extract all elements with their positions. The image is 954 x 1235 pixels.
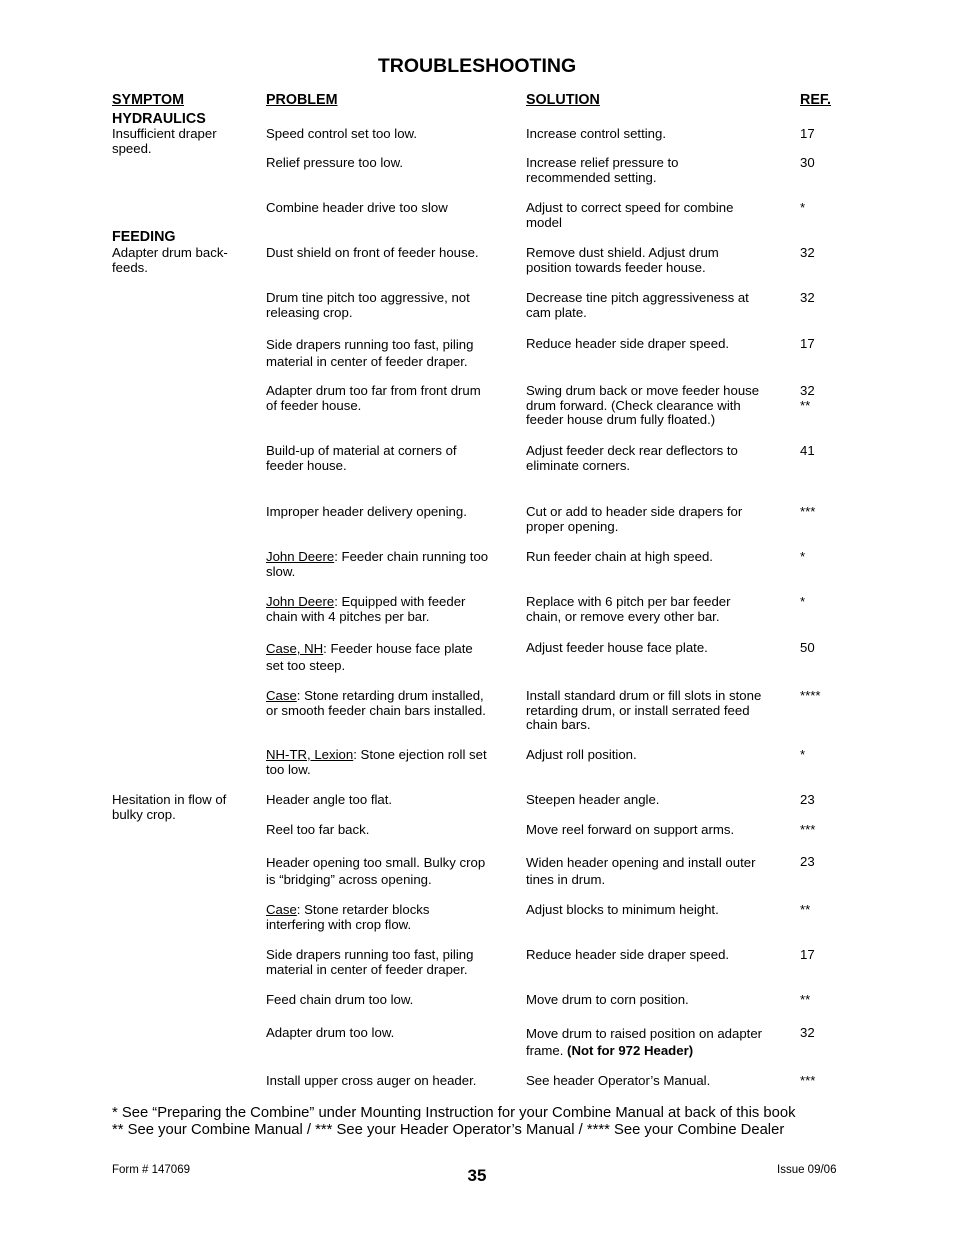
ref-cell: 23 [800, 792, 815, 807]
problem-text: Adapter drum too far from front drum of feeder house. [266, 383, 481, 413]
problem-cell [266, 1074, 514, 1089]
ref-cell: * [800, 594, 806, 609]
ref-cell: 32 [800, 1025, 815, 1040]
problem-text: : Stone retarder blocks interfering with crop flow. [266, 902, 430, 932]
ref-cell: 17 [800, 336, 815, 351]
ref-cell: 50 [800, 640, 815, 655]
solution-cell: Install standard drum or fill slots in stone retarding drum, or install serrated feed chain bars. [526, 688, 762, 732]
ref-cell: 32 ** [800, 383, 815, 413]
problem-text: Build-up of material at corners of feeder house. [266, 443, 457, 473]
ref-cell: * [800, 200, 806, 215]
ref-cell: 30 [800, 155, 815, 170]
problem-text: Header angle too flat. [266, 792, 393, 807]
ref-cell: **** [800, 688, 821, 703]
problem-cell [266, 246, 514, 261]
solution-cell: Increase relief pressure to recommended setting. [526, 155, 679, 185]
ref-cell: 32 [800, 245, 815, 260]
problem-text: Side drapers running too fast, piling material in center of feeder draper. [266, 947, 474, 977]
problem-text: Relief pressure too low. [266, 155, 404, 170]
solution-cell: Cut or add to header side drapers for proper opening. [526, 504, 743, 534]
problem-text: : Feeder house face plate set too steep. [266, 641, 473, 673]
make-label: John Deere [266, 594, 335, 609]
issue-date: Issue 09/06 [777, 1164, 837, 1176]
solution-cell: Reduce header side draper speed. [526, 336, 730, 351]
problem-cell [266, 689, 514, 718]
problem-cell [266, 156, 514, 171]
make-label: Case [266, 902, 297, 917]
problem-text: Header opening too small. Bulky crop is “bridging” across opening. [266, 855, 486, 887]
problem-text: Feed chain drum too low. [266, 992, 414, 1007]
category-hydraulics: HYDRAULICS [112, 111, 206, 127]
problem-cell [266, 291, 514, 320]
solution-cell: Adjust feeder house face plate. [526, 640, 708, 655]
problem-cell [266, 855, 514, 888]
category-feeding: FEEDING [112, 229, 176, 245]
solution-cell: Adjust feeder deck rear deflectors to eliminate corners. [526, 443, 738, 473]
make-label: Case [266, 688, 297, 703]
problem-cell [266, 948, 514, 977]
solution-cell: Remove dust shield. Adjust drum position towards feeder house. [526, 245, 719, 275]
header-symptom: SYMPTOM [112, 92, 185, 108]
problem-text: Improper header delivery opening. [266, 504, 467, 519]
problem-cell [266, 550, 514, 579]
solution-cell: Run feeder chain at high speed. [526, 549, 713, 564]
ref-cell: *** [800, 822, 816, 837]
problem-cell [266, 201, 514, 216]
solution-cell: Replace with 6 pitch per bar feeder chain, or remove every other bar. [526, 594, 731, 624]
solution-note: (Not for 972 Header) [567, 1042, 694, 1058]
solution-cell: Decrease tine pitch aggressiveness at cam plate. [526, 290, 749, 320]
problem-cell [266, 793, 514, 808]
symptom-text: Adapter drum back- feeds. [112, 245, 228, 275]
page-number: 35 [467, 1166, 487, 1185]
ref-cell: 32 [800, 290, 815, 305]
solution-cell: Move reel forward on support arms. [526, 822, 735, 837]
solution-text: Move drum to raised position on adapter frame. [526, 1026, 763, 1058]
problem-text: Adapter drum too low. [266, 1025, 395, 1040]
ref-cell: 23 [800, 854, 815, 869]
problem-text: : Equipped with feeder chain with 4 pitches per bar. [266, 594, 466, 624]
ref-cell: * [800, 549, 806, 564]
problem-text: Dust shield on front of feeder house. [266, 245, 479, 260]
make-label: Case, NH [266, 641, 324, 656]
problem-text: Reel too far back. [266, 822, 370, 837]
ref-cell: * [800, 747, 806, 762]
problem-text: Speed control set too low. [266, 126, 418, 141]
footnote-line-2: ** See your Combine Manual / *** See your Header Operator’s Manual / **** See your Combine Dealer [112, 1122, 785, 1138]
ref-cell: *** [800, 504, 816, 519]
solution-cell: Increase control setting. [526, 126, 667, 141]
problem-cell [266, 127, 514, 142]
problem-cell [266, 384, 514, 413]
ref-cell: 17 [800, 947, 815, 962]
problem-cell [266, 641, 514, 674]
solution-cell: Reduce header side draper speed. [526, 947, 730, 962]
symptom-text: Hesitation in flow of bulky crop. [112, 792, 227, 822]
ref-cell: *** [800, 1073, 816, 1088]
solution-cell [526, 1026, 792, 1059]
header-solution: SOLUTION [526, 92, 600, 108]
problem-text: : Stone retarding drum installed, or smooth feeder chain bars installed. [266, 688, 486, 718]
problem-cell [266, 337, 514, 370]
problem-text: Combine header drive too slow [266, 200, 448, 215]
problem-text: Side drapers running too fast, piling material in center of feeder draper. [266, 337, 474, 369]
problem-text: : Feeder chain running too slow. [266, 549, 489, 579]
problem-cell [266, 505, 514, 520]
problem-cell [266, 444, 514, 473]
solution-cell: Swing drum back or move feeder house drum forward. (Check clearance with feeder house drum fully floated.) [526, 383, 760, 427]
solution-cell: Steepen header angle. [526, 792, 660, 807]
solution-cell: Adjust to correct speed for combine model [526, 200, 734, 230]
make-label: John Deere [266, 549, 335, 564]
solution-cell: Widen header opening and install outer tines in drum. [526, 855, 756, 887]
problem-cell [266, 823, 514, 838]
header-ref: REF. [800, 92, 831, 108]
solution-cell: Move drum to corn position. [526, 992, 689, 1007]
ref-cell: 17 [800, 126, 815, 141]
ref-cell: 41 [800, 443, 815, 458]
solution-cell: Adjust blocks to minimum height. [526, 902, 719, 917]
footnote-line-1: * See “Preparing the Combine” under Mounting Instruction for your Combine Manual at back of this book [112, 1105, 796, 1121]
problem-cell [266, 748, 514, 777]
header-problem: PROBLEM [266, 92, 338, 108]
form-number: Form # 147069 [112, 1164, 190, 1176]
page-title: TROUBLESHOOTING [377, 55, 577, 77]
make-label: NH-TR, Lexion [266, 747, 354, 762]
problem-text: Drum tine pitch too aggressive, not releasing crop. [266, 290, 470, 320]
ref-cell: ** [800, 902, 811, 917]
problem-text: Install upper cross auger on header. [266, 1073, 477, 1088]
problem-cell [266, 993, 514, 1008]
problem-text: : Stone ejection roll set too low. [266, 747, 487, 777]
problem-cell [266, 595, 514, 624]
problem-cell [266, 1026, 514, 1041]
solution-cell: See header Operator’s Manual. [526, 1073, 711, 1088]
solution-cell: Adjust roll position. [526, 747, 637, 762]
ref-cell: ** [800, 992, 811, 1007]
problem-cell [266, 903, 514, 932]
symptom-text: Insufficient draper speed. [112, 126, 217, 156]
